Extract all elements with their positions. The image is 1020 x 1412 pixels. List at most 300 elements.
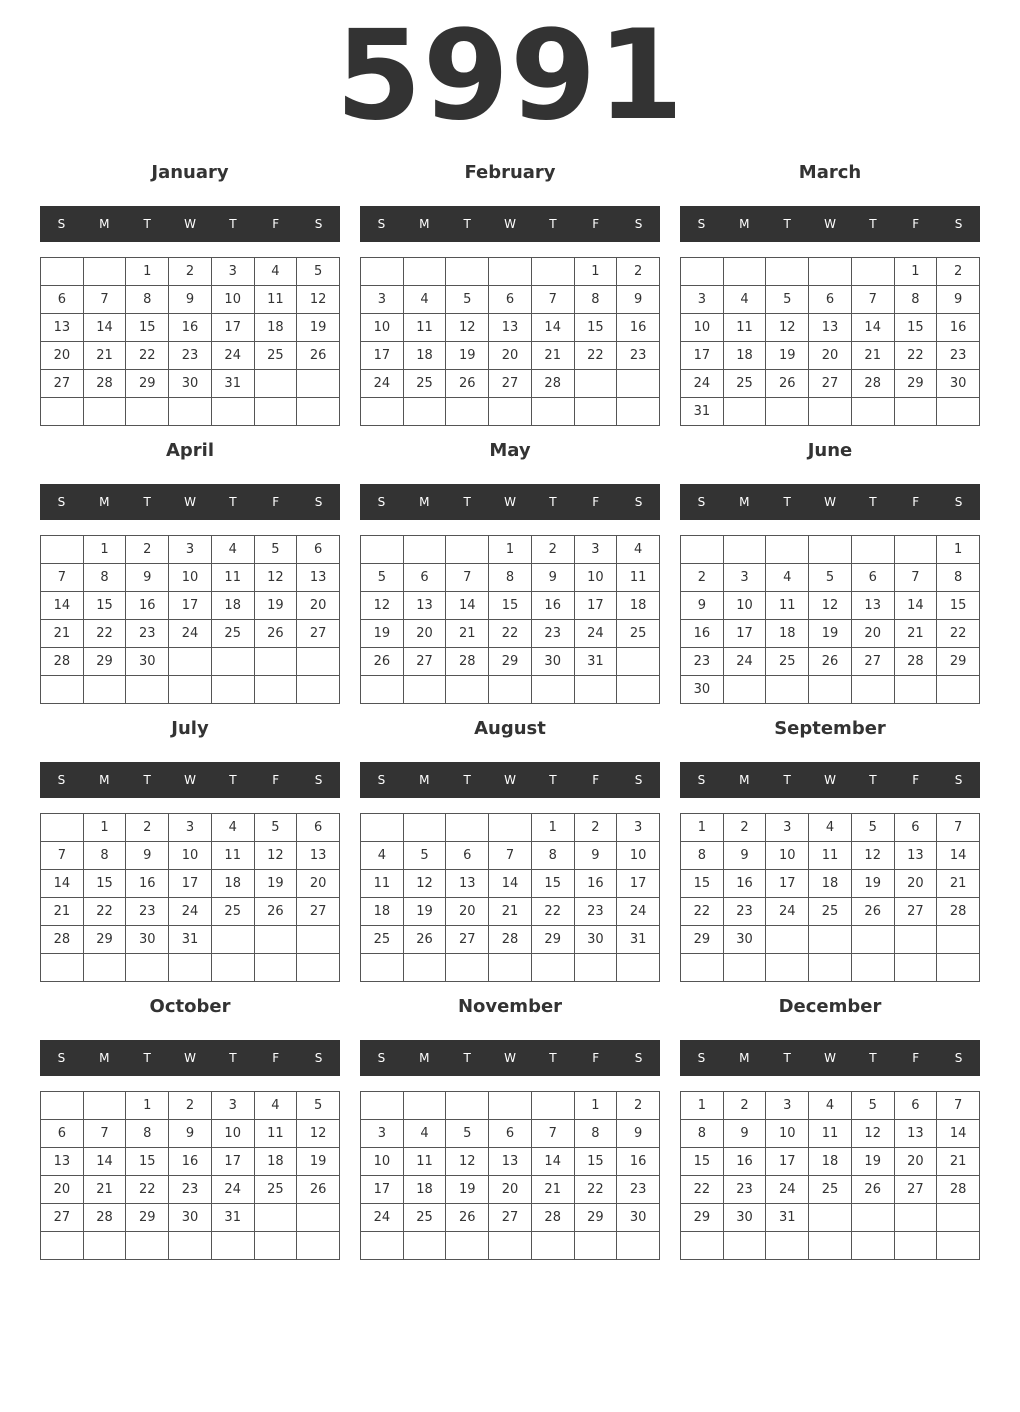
day-cell: 24 [724, 648, 767, 676]
weekday-label: W [824, 773, 836, 787]
day-cell: 8 [532, 842, 575, 870]
day-cell: 11 [766, 592, 809, 620]
empty-cell [532, 1232, 575, 1260]
empty-cell [297, 954, 340, 982]
empty-cell [169, 676, 212, 704]
weekday-label: W [824, 1051, 836, 1065]
empty-cell [937, 1232, 980, 1260]
day-cell: 31 [212, 370, 255, 398]
empty-cell [809, 258, 852, 286]
empty-cell [255, 1204, 298, 1232]
day-cell: 6 [895, 814, 938, 842]
empty-cell [212, 954, 255, 982]
day-cell: 12 [255, 564, 298, 592]
day-cell: 6 [852, 564, 895, 592]
weekday-label: T [783, 773, 791, 787]
weekday-label: F [592, 773, 600, 787]
day-cell: 18 [255, 314, 298, 342]
weekday-label: F [272, 773, 280, 787]
weekday-label: F [912, 773, 920, 787]
weekday-label: S [697, 1051, 706, 1065]
day-cell: 14 [446, 592, 489, 620]
day-cell: 17 [681, 342, 724, 370]
month-name: November [457, 996, 563, 1017]
weekday-label: T [869, 217, 877, 231]
empty-cell [575, 676, 618, 704]
day-cell: 31 [169, 926, 212, 954]
day-cell: 16 [575, 870, 618, 898]
weekday-label: M [419, 1051, 430, 1065]
weekday-label: W [504, 217, 516, 231]
day-cell: 27 [41, 370, 84, 398]
day-cell: 10 [169, 842, 212, 870]
month-october [40, 990, 340, 1260]
empty-cell [617, 1232, 660, 1260]
empty-cell [361, 676, 404, 704]
day-cell: 31 [766, 1204, 809, 1232]
day-cell: 2 [126, 814, 169, 842]
day-cell: 11 [404, 1148, 447, 1176]
weekday-label: S [314, 773, 323, 787]
empty-cell [937, 676, 980, 704]
weekday-label: S [954, 217, 963, 231]
day-cell: 18 [809, 870, 852, 898]
day-cell: 9 [724, 1120, 767, 1148]
day-cell: 19 [255, 870, 298, 898]
empty-cell [724, 676, 767, 704]
day-grid [360, 257, 660, 426]
day-cell: 3 [361, 286, 404, 314]
empty-cell [126, 676, 169, 704]
day-cell: 4 [404, 1120, 447, 1148]
weekday-label: T [463, 773, 471, 787]
day-cell: 9 [575, 842, 618, 870]
day-cell: 9 [169, 286, 212, 314]
day-cell: 27 [895, 1176, 938, 1204]
day-cell: 3 [361, 1120, 404, 1148]
day-cell: 17 [724, 620, 767, 648]
day-cell: 14 [41, 870, 84, 898]
day-cell: 8 [84, 842, 127, 870]
weekday-label: F [592, 495, 600, 509]
month-name: June [807, 440, 853, 461]
empty-cell [724, 536, 767, 564]
weekday-label: W [824, 495, 836, 509]
day-cell: 5 [766, 286, 809, 314]
empty-cell [446, 398, 489, 426]
weekday-label: T [549, 1051, 557, 1065]
day-cell: 21 [84, 1176, 127, 1204]
weekday-label: F [592, 1051, 600, 1065]
day-cell: 14 [937, 842, 980, 870]
day-cell: 23 [724, 1176, 767, 1204]
empty-cell [361, 398, 404, 426]
day-cell: 30 [681, 676, 724, 704]
empty-cell [766, 954, 809, 982]
empty-cell [532, 954, 575, 982]
day-cell: 22 [84, 620, 127, 648]
day-cell: 18 [255, 1148, 298, 1176]
day-cell: 10 [169, 564, 212, 592]
empty-cell [681, 954, 724, 982]
day-cell: 5 [297, 1092, 340, 1120]
weekday-label: T [869, 495, 877, 509]
day-cell: 6 [41, 1120, 84, 1148]
day-cell: 28 [446, 648, 489, 676]
day-cell: 16 [937, 314, 980, 342]
day-cell: 12 [446, 1148, 489, 1176]
day-cell: 25 [809, 898, 852, 926]
day-cell: 6 [809, 286, 852, 314]
day-cell: 9 [126, 564, 169, 592]
day-cell: 4 [809, 1092, 852, 1120]
day-cell: 23 [617, 342, 660, 370]
weekday-label: F [912, 1051, 920, 1065]
day-cell: 1 [84, 814, 127, 842]
empty-cell [895, 1204, 938, 1232]
empty-cell [895, 954, 938, 982]
empty-cell [489, 1232, 532, 1260]
day-cell: 19 [809, 620, 852, 648]
empty-cell [809, 1204, 852, 1232]
day-cell: 30 [724, 1204, 767, 1232]
empty-cell [532, 676, 575, 704]
day-cell: 4 [212, 536, 255, 564]
day-cell: 22 [895, 342, 938, 370]
day-cell: 5 [446, 286, 489, 314]
day-cell: 21 [41, 620, 84, 648]
empty-cell [255, 398, 298, 426]
weekday-label: M [99, 495, 110, 509]
empty-cell [617, 370, 660, 398]
empty-cell [575, 954, 618, 982]
empty-cell [255, 1232, 298, 1260]
empty-cell [852, 398, 895, 426]
weekday-label: M [99, 773, 110, 787]
day-cell: 11 [212, 842, 255, 870]
day-cell: 10 [361, 1148, 404, 1176]
day-cell: 29 [575, 1204, 618, 1232]
day-cell: 21 [532, 1176, 575, 1204]
empty-cell [297, 1204, 340, 1232]
month-name: July [171, 718, 209, 739]
day-cell: 20 [404, 620, 447, 648]
day-cell: 24 [681, 370, 724, 398]
day-cell: 11 [724, 314, 767, 342]
empty-cell [681, 1232, 724, 1260]
empty-cell [41, 536, 84, 564]
weekday-label: M [419, 217, 430, 231]
day-cell: 29 [126, 1204, 169, 1232]
day-cell: 5 [297, 258, 340, 286]
empty-cell [361, 954, 404, 982]
day-cell: 25 [212, 898, 255, 926]
day-cell: 13 [404, 592, 447, 620]
day-cell: 12 [766, 314, 809, 342]
weekday-header [360, 762, 660, 798]
weekday-label: S [377, 217, 386, 231]
month-name: September [774, 718, 886, 739]
weekday-header [360, 1040, 660, 1076]
day-cell: 20 [41, 1176, 84, 1204]
day-cell: 23 [617, 1176, 660, 1204]
day-cell: 6 [446, 842, 489, 870]
weekday-label: S [314, 495, 323, 509]
day-cell: 18 [724, 342, 767, 370]
day-cell: 12 [809, 592, 852, 620]
day-cell: 7 [532, 286, 575, 314]
day-cell: 10 [212, 286, 255, 314]
weekday-label: S [314, 217, 323, 231]
day-cell: 22 [126, 1176, 169, 1204]
day-cell: 2 [724, 1092, 767, 1120]
day-grid [680, 535, 980, 704]
day-cell: 26 [255, 620, 298, 648]
day-cell: 6 [489, 1120, 532, 1148]
day-cell: 30 [617, 1204, 660, 1232]
day-cell: 6 [404, 564, 447, 592]
day-cell: 2 [681, 564, 724, 592]
day-cell: 4 [404, 286, 447, 314]
day-cell: 7 [895, 564, 938, 592]
day-cell: 28 [937, 898, 980, 926]
day-cell: 29 [489, 648, 532, 676]
empty-cell [617, 398, 660, 426]
day-cell: 13 [41, 314, 84, 342]
weekday-header [40, 762, 340, 798]
day-cell: 24 [361, 1204, 404, 1232]
day-cell: 11 [361, 870, 404, 898]
empty-cell [84, 954, 127, 982]
empty-cell [255, 370, 298, 398]
empty-cell [212, 1232, 255, 1260]
day-cell: 8 [895, 286, 938, 314]
month-september [680, 712, 980, 982]
empty-cell [532, 398, 575, 426]
empty-cell [361, 536, 404, 564]
weekday-label: T [783, 495, 791, 509]
day-cell: 20 [489, 342, 532, 370]
day-cell: 7 [84, 1120, 127, 1148]
day-cell: 9 [937, 286, 980, 314]
month-july [40, 712, 340, 982]
day-cell: 17 [766, 870, 809, 898]
empty-cell [446, 954, 489, 982]
weekday-label: S [634, 217, 643, 231]
day-cell: 4 [361, 842, 404, 870]
weekday-label: S [314, 1051, 323, 1065]
day-cell: 7 [937, 1092, 980, 1120]
day-cell: 21 [84, 342, 127, 370]
day-cell: 18 [617, 592, 660, 620]
empty-cell [212, 676, 255, 704]
day-cell: 12 [852, 842, 895, 870]
day-cell: 26 [404, 926, 447, 954]
day-cell: 19 [766, 342, 809, 370]
day-cell: 14 [84, 314, 127, 342]
year-title: 5991 [335, 4, 685, 148]
weekday-label: T [229, 217, 237, 231]
day-cell: 1 [937, 536, 980, 564]
day-cell: 10 [681, 314, 724, 342]
day-cell: 6 [297, 814, 340, 842]
day-cell: 15 [575, 1148, 618, 1176]
day-cell: 13 [489, 1148, 532, 1176]
day-cell: 26 [852, 898, 895, 926]
day-cell: 11 [617, 564, 660, 592]
day-cell: 15 [489, 592, 532, 620]
day-cell: 30 [724, 926, 767, 954]
weekday-label: M [99, 1051, 110, 1065]
day-grid [40, 257, 340, 426]
month-name: January [151, 162, 229, 183]
day-cell: 20 [297, 592, 340, 620]
weekday-label: W [504, 773, 516, 787]
empty-cell [766, 398, 809, 426]
empty-cell [809, 926, 852, 954]
day-cell: 1 [895, 258, 938, 286]
day-cell: 2 [937, 258, 980, 286]
weekday-label: S [634, 773, 643, 787]
day-cell: 19 [852, 1148, 895, 1176]
day-cell: 8 [575, 1120, 618, 1148]
day-cell: 27 [446, 926, 489, 954]
day-cell: 14 [852, 314, 895, 342]
weekday-label: S [57, 773, 66, 787]
day-grid [40, 813, 340, 982]
day-cell: 8 [681, 1120, 724, 1148]
day-cell: 28 [532, 370, 575, 398]
day-cell: 25 [724, 370, 767, 398]
empty-cell [489, 814, 532, 842]
day-cell: 16 [681, 620, 724, 648]
empty-cell [84, 1232, 127, 1260]
day-cell: 1 [681, 814, 724, 842]
empty-cell [809, 954, 852, 982]
day-cell: 13 [489, 314, 532, 342]
empty-cell [169, 1232, 212, 1260]
day-cell: 15 [681, 870, 724, 898]
day-cell: 31 [575, 648, 618, 676]
day-grid [680, 1091, 980, 1260]
day-cell: 19 [297, 314, 340, 342]
day-cell: 2 [724, 814, 767, 842]
day-cell: 1 [681, 1092, 724, 1120]
day-cell: 25 [255, 1176, 298, 1204]
weekday-label: M [739, 1051, 750, 1065]
day-cell: 7 [532, 1120, 575, 1148]
empty-cell [852, 258, 895, 286]
day-cell: 8 [126, 1120, 169, 1148]
day-cell: 3 [617, 814, 660, 842]
day-cell: 6 [41, 286, 84, 314]
empty-cell [297, 648, 340, 676]
empty-cell [41, 258, 84, 286]
day-cell: 27 [404, 648, 447, 676]
empty-cell [361, 814, 404, 842]
day-cell: 5 [255, 536, 298, 564]
empty-cell [84, 1092, 127, 1120]
day-cell: 7 [446, 564, 489, 592]
empty-cell [724, 954, 767, 982]
day-cell: 15 [84, 870, 127, 898]
day-cell: 17 [212, 1148, 255, 1176]
day-cell: 19 [446, 1176, 489, 1204]
weekday-header [680, 1040, 980, 1076]
weekday-label: M [739, 495, 750, 509]
day-cell: 4 [724, 286, 767, 314]
weekday-label: S [634, 495, 643, 509]
day-cell: 29 [681, 926, 724, 954]
day-cell: 16 [532, 592, 575, 620]
day-cell: 12 [255, 842, 298, 870]
day-cell: 10 [617, 842, 660, 870]
day-cell: 22 [84, 898, 127, 926]
empty-cell [489, 398, 532, 426]
day-cell: 7 [41, 842, 84, 870]
empty-cell [681, 258, 724, 286]
day-cell: 7 [852, 286, 895, 314]
day-cell: 19 [852, 870, 895, 898]
month-january [40, 156, 340, 426]
day-cell: 3 [766, 814, 809, 842]
day-cell: 20 [895, 870, 938, 898]
day-cell: 28 [489, 926, 532, 954]
day-cell: 31 [212, 1204, 255, 1232]
day-cell: 1 [489, 536, 532, 564]
weekday-header [40, 206, 340, 242]
empty-cell [724, 1232, 767, 1260]
day-cell: 17 [169, 592, 212, 620]
month-december [680, 990, 980, 1260]
month-february [360, 156, 660, 426]
day-cell: 4 [255, 1092, 298, 1120]
empty-cell [937, 954, 980, 982]
empty-cell [809, 1232, 852, 1260]
empty-cell [404, 954, 447, 982]
day-cell: 30 [169, 370, 212, 398]
empty-cell [297, 676, 340, 704]
day-cell: 16 [126, 592, 169, 620]
empty-cell [169, 398, 212, 426]
empty-cell [404, 1092, 447, 1120]
day-cell: 19 [255, 592, 298, 620]
empty-cell [446, 258, 489, 286]
month-name: December [778, 996, 882, 1017]
day-cell: 26 [361, 648, 404, 676]
day-cell: 2 [617, 1092, 660, 1120]
empty-cell [41, 676, 84, 704]
empty-cell [895, 676, 938, 704]
weekday-label: S [954, 1051, 963, 1065]
empty-cell [446, 676, 489, 704]
day-cell: 24 [617, 898, 660, 926]
day-cell: 12 [361, 592, 404, 620]
day-cell: 29 [126, 370, 169, 398]
day-cell: 23 [169, 1176, 212, 1204]
day-cell: 30 [169, 1204, 212, 1232]
day-cell: 18 [361, 898, 404, 926]
day-cell: 16 [617, 1148, 660, 1176]
empty-cell [126, 954, 169, 982]
day-cell: 23 [937, 342, 980, 370]
empty-cell [852, 926, 895, 954]
day-cell: 29 [84, 926, 127, 954]
day-cell: 11 [255, 286, 298, 314]
day-cell: 26 [852, 1176, 895, 1204]
day-cell: 22 [575, 1176, 618, 1204]
day-cell: 30 [575, 926, 618, 954]
